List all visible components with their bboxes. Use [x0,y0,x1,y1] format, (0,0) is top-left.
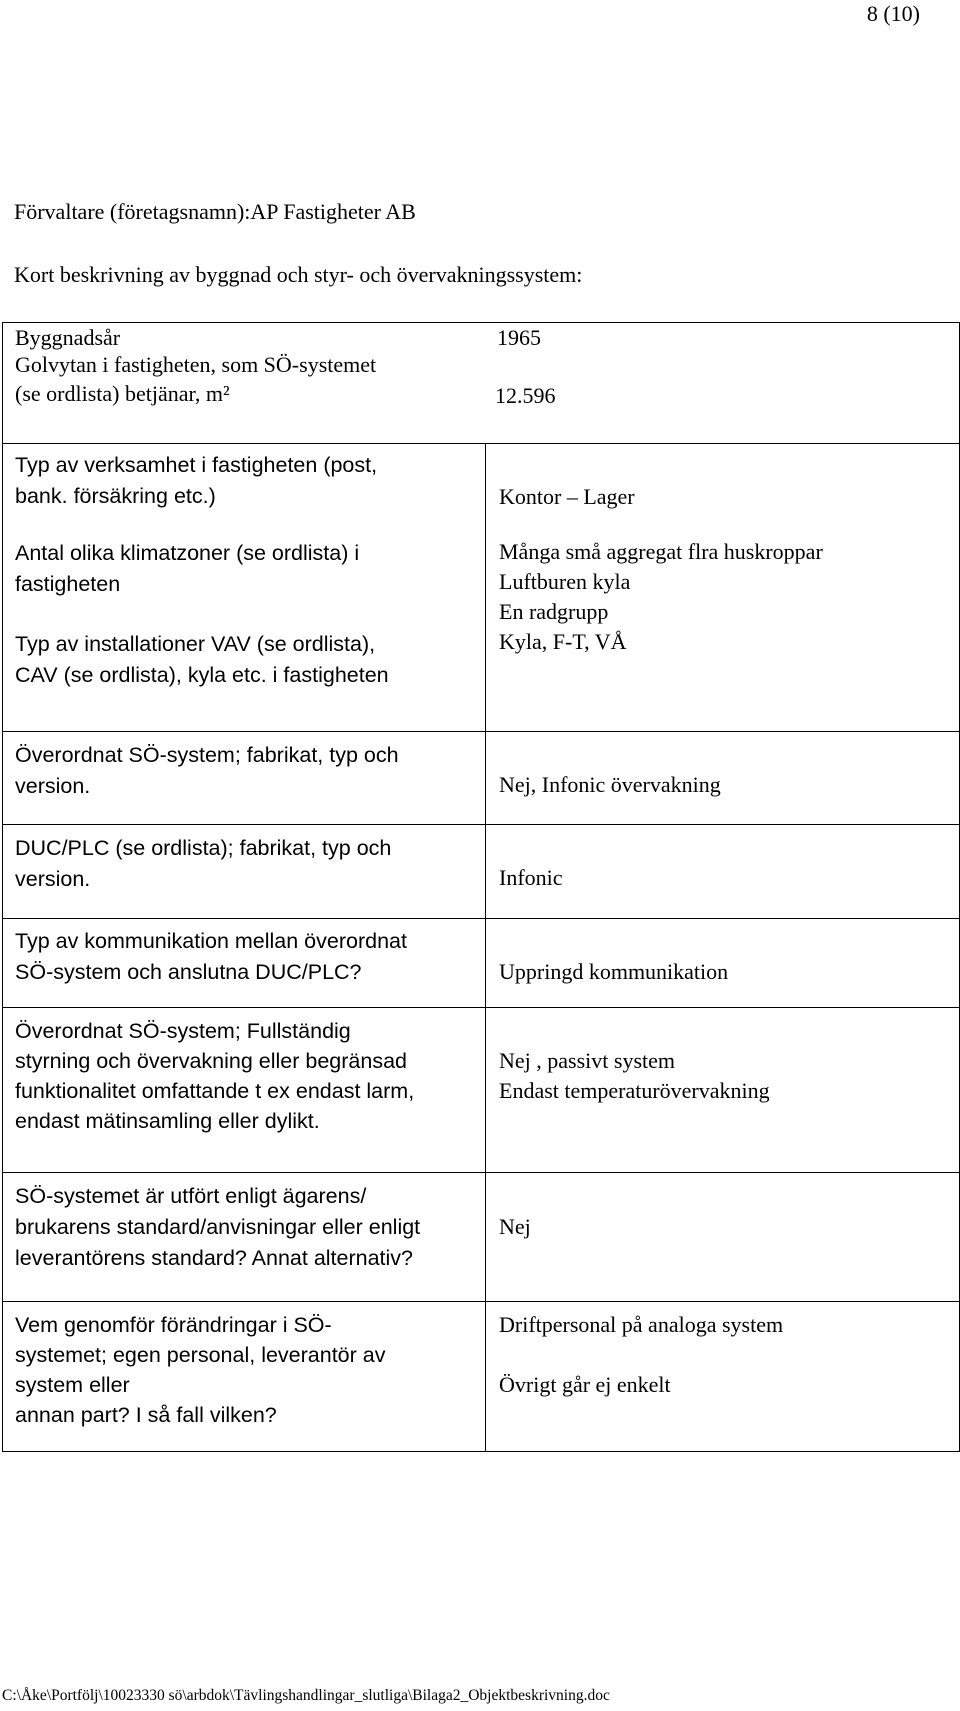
label-duc-plc: DUC/PLC (se ordlista); fabrikat, typ och version. [15,836,392,891]
column-divider [485,443,486,1451]
value-duc-plc: Infonic [499,865,563,890]
value-functionality: Nej , passivt system Endast temperaturövervakning [499,1048,770,1103]
row-divider [3,443,959,444]
label-business-type: Typ av verksamhet i fastigheten (post, bank. försäkring etc.) [15,453,378,508]
label-functionality: Överordnat SÖ-system; Fullständig styrning och övervakning eller begränsad funktionalitet omfattande t ex endast larm, endast mätinsamling eller dylikt. [15,1019,415,1133]
manager-line: Förvaltare (företagsnamn):AP Fastigheter AB [14,199,416,224]
value-climate-zones-installations: Många små aggregat flra huskroppar Luftburen kyla En radgrupp Kyla, F-T, VÅ [499,539,823,654]
row-divider [3,731,959,732]
value-changes: Driftpersonal på analoga system Övrigt går ej enkelt [499,1312,784,1397]
row-divider [3,1007,959,1008]
value-standard: Nej [499,1214,531,1239]
value-top-system: Nej, Infonic övervakning [499,772,721,797]
label-climate-zones: Antal olika klimatzoner (se ordlista) i fastigheten [15,541,360,596]
value-construction-year: 1965 [497,325,541,350]
row-divider [3,918,959,919]
row-divider [3,1301,959,1302]
label-installation-types: Typ av installationer VAV (se ordlista), CAV (se ordlista), kyla etc. i fastigheten [15,632,389,687]
value-communication: Uppringd kommunikation [499,959,729,984]
label-standard: SÖ-systemet är utfört enligt ägarens/ brukarens standard/anvisningar eller enligt leverantörens standard? Annat alternativ? [15,1184,421,1270]
value-business-type: Kontor – Lager [499,484,635,509]
row-divider [3,824,959,825]
document-file-path: C:\Åke\Portfölj\10023330 sö\arbdok\Tävlingshandlingar_slutliga\Bilaga2_Objektbeskrivning.doc [2,1687,610,1704]
label-construction-year: Byggnadsår [15,325,121,350]
row-divider [3,1172,959,1173]
label-top-system: Överordnat SÖ-system; fabrikat, typ och version. [15,743,399,798]
label-floor-area: Golvytan i fastigheten, som SÖ-systemet (se ordlista) betjänar, m² [15,352,377,406]
label-changes: Vem genomför förändringar i SÖ- systemet; egen personal, leverantör av system eller annan part? I så fall vilken? [15,1313,386,1427]
description-heading: Kort beskrivning av byggnad och styr- och övervakningssystem: [14,262,583,287]
page-number: 8 (10) [866,1,920,26]
building-info-table [2,322,960,1452]
value-floor-area: 12.596 [495,383,556,408]
label-communication: Typ av kommunikation mellan överordnat SÖ-system och anslutna DUC/PLC? [15,929,407,984]
